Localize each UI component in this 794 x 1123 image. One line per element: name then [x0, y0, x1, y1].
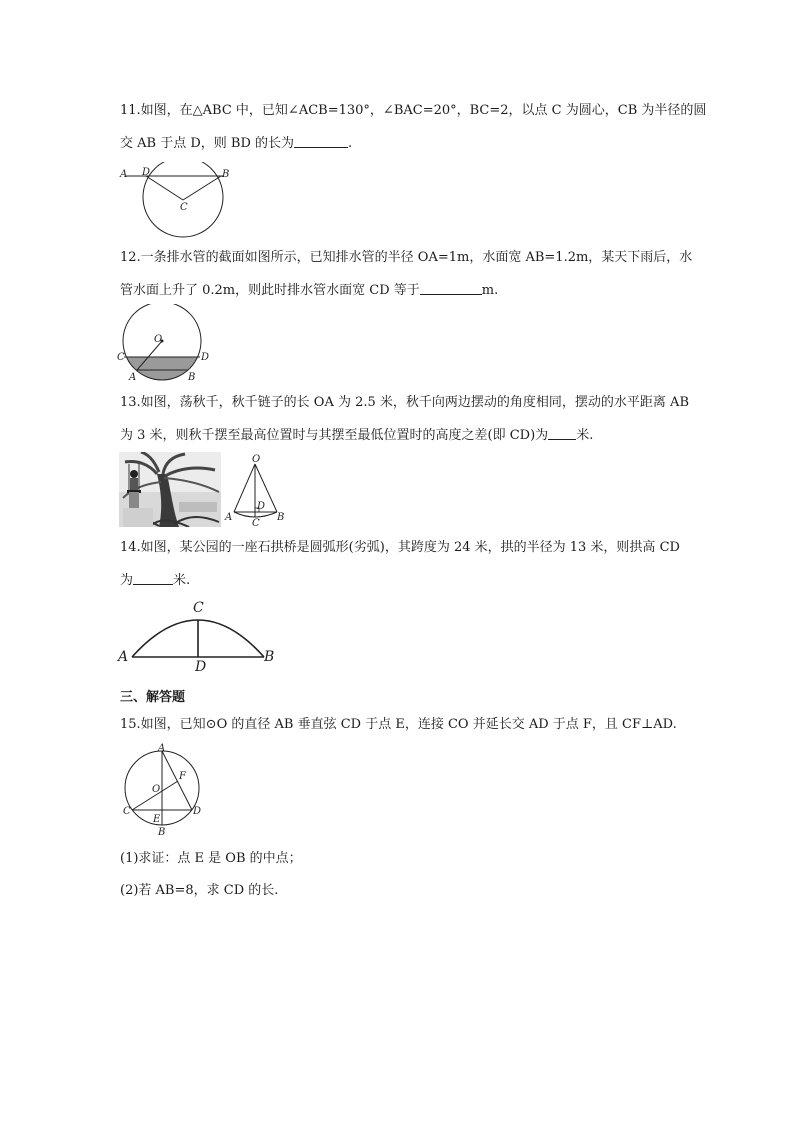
q11-text-pre: 交 AB 于点 D，则 BD 的长为 — [120, 136, 295, 151]
q12-label-b: B — [188, 372, 196, 383]
q12-label-c: C — [117, 352, 125, 363]
q14-text-post: 米. — [173, 573, 191, 588]
q12-text-line1: 12.一条排水管的截面如图所示，已知排水管的半径 OA=1m，水面宽 AB=1.2m，某天下雨后，水 — [120, 250, 693, 265]
q13-text-post: 米. — [576, 428, 594, 443]
q13-text-line2 — [120, 427, 593, 444]
q12-text-post: m. — [481, 283, 499, 298]
q14-label-b: B — [264, 649, 275, 665]
q14-label-d: D — [195, 659, 207, 671]
q14-answer-blank[interactable] — [133, 572, 173, 585]
q12-answer-blank[interactable] — [420, 282, 482, 295]
q13-figure — [222, 454, 292, 529]
q12-label-o: O — [154, 334, 163, 345]
q15-part2: (2)若 AB=8，求 CD 的长. — [120, 883, 279, 898]
q11-text-line1: 11.如图，在△ABC 中，已知∠ACB=130°，∠BAC=20°，BC=2，以点 C 为圆心，CB 为半径的圆 — [120, 103, 707, 118]
q11-text-post: . — [348, 136, 353, 151]
q11-figure — [118, 162, 238, 242]
q14-text-line2 — [120, 572, 190, 589]
q13-label-b: B — [277, 512, 285, 523]
q13-text-line1: 13.如图，荡秋千，秋千链子的长 OA 为 2.5 米，秋千向两边摆动的角度相同，摆动的水平距离 AB — [120, 395, 689, 410]
q15-label-o: O — [152, 784, 161, 795]
q13-label-o: O — [252, 454, 261, 465]
q13-label-a: A — [225, 512, 233, 523]
q14-text-pre: 为 — [120, 573, 134, 588]
q13-text-pre: 为 3 米，则秋千摆至最高位置时与其摆至最低位置时的高度之差(即 CD)为 — [120, 428, 549, 443]
section-title: 三、解答题 — [120, 690, 186, 705]
q15-figure — [120, 742, 212, 837]
q14-text-line1: 14.如图，某公园的一座石拱桥是圆弧形(劣弧)，其跨度为 24 米，拱的半径为 13 米，则拱高 CD — [120, 540, 680, 555]
q12-text-line2 — [120, 282, 498, 299]
q15-label-b: B — [158, 827, 166, 837]
q15-text-line1: 15.如图，已知⊙O 的直径 AB 垂直弦 CD 于点 E，连接 CO 并延长交 AD 于点 F，且 CF⊥AD. — [120, 717, 677, 732]
q13-swing-photo — [119, 452, 221, 527]
q15-label-e: E — [153, 814, 161, 825]
q11-label-c: C — [180, 202, 188, 213]
q15-label-d: D — [193, 806, 202, 817]
q12-text-pre: 管水面上升了 0.2m，则此时排水管水面宽 CD 等于 — [120, 283, 420, 298]
q15-part1: (1)求证：点 E 是 OB 的中点； — [120, 851, 302, 866]
q11-label-b: B — [222, 169, 230, 180]
q11-label-a: A — [120, 169, 128, 180]
q11-text-line2 — [120, 135, 352, 152]
q13-answer-blank[interactable] — [548, 427, 576, 440]
q14-label-c: C — [193, 600, 204, 616]
q12-figure — [116, 304, 216, 386]
q13-label-d: D — [257, 501, 266, 512]
q11-label-d: D — [142, 167, 151, 178]
q15-label-a: A — [158, 743, 166, 754]
q15-label-f: F — [179, 771, 186, 782]
q15-label-c: C — [123, 806, 131, 817]
q13-label-c: C — [252, 518, 260, 529]
q12-label-d: D — [201, 352, 210, 363]
q14-label-a: A — [118, 649, 129, 665]
q14-bridge-figure — [116, 595, 286, 671]
q12-label-a: A — [129, 372, 137, 383]
q11-answer-blank[interactable] — [294, 135, 348, 148]
